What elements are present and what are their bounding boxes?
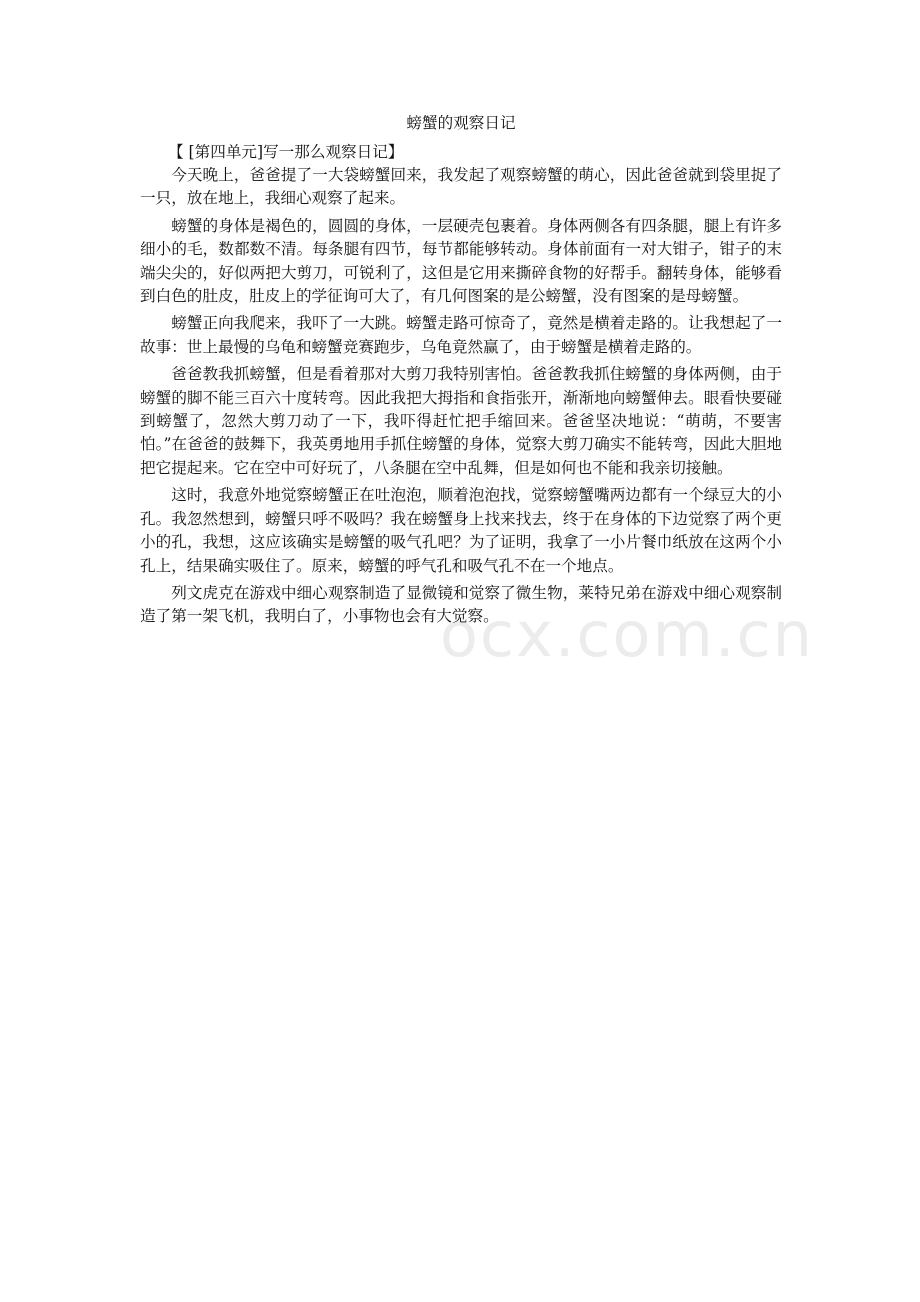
document-body xyxy=(140,108,782,633)
unit-heading: 【 [第四单元]写一那么观察日记】 xyxy=(168,143,404,161)
paragraph-3: 螃蟹正向我爬来，我吓了一大跳。螃蟹走路可惊奇了，竟然是横着走路的。让我想起了一故事：世上最慢的乌龟和螃蟹竞赛跑步，乌龟竟然赢了，由于螃蟹是横着走路的。 xyxy=(140,314,782,356)
paragraph-6: 列文虎克在游戏中细心观察制造了显微镜和觉察了微生物，莱特兄弟在游戏中细心观察制造了第一架飞机，我明白了，小事物也会有大觉察。 xyxy=(140,583,782,626)
document-title: 螃蟹的观察日记 xyxy=(406,114,516,132)
paragraph-1: 今天晚上，爸爸提了一大袋螃蟹回来，我发起了观察螃蟹的萌心，因此爸爸就到袋里捉了一只，放在地上，我细心观察了起来。 xyxy=(140,166,782,208)
paragraph-2: 螃蟹的身体是褐色的，圆圆的身体，一层硬壳包裹着。身体两侧各有四条腿，腿上有许多细小的毛，数都数不清。每条腿有四节，每节都能够转动。身体前面有一对大钳子，钳子的末端尖尖的，好似两把大剪刀，可锐利了，这但是它用来撕碎食物的好帮手。翻转身体，能够看到白色的肚皮，肚皮上的学征询可大了，有几何图案的是公螃蟹，没有图案的是母螃蟹。 xyxy=(140,216,782,306)
paragraph-4: 爸爸教我抓螃蟹，但是看着那对大剪刀我特别害怕。爸爸教我抓住螃蟹的身体两侧，由于螃蟹的脚不能三百六十度转弯。因此我把大拇指和食指张开，渐渐地向螃蟹伸去。眼看快要碰到螃蟹了，忽然大剪刀动了一下，我吓得赶忙把手缩回来。爸爸坚决地说：“萌萌，不要害怕。”在爸爸的鼓舞下，我英勇地用手抓住螃蟹的身体，觉察大剪刀确实不能转弯，因此大胆地把它提起来。它在空中可好玩了，八条腿在空中乱舞，但是如何也不能和我亲切接触。 xyxy=(140,365,782,477)
paragraph-5: 这时，我意外地觉察螃蟹正在吐泡泡，顺着泡泡找，觉察螃蟹嘴两边都有一个绿豆大的小孔。我忽然想到，螃蟹只呼不吸吗？我在螃蟹身上找来找去，终于在身体的下边觉察了两个更小的孔，我想，这应该确实是螃蟹的吸气孔吧？为了证明，我拿了一小片餐巾纸放在这两个小孔上，结果确实吸住了。原来，螃蟹的呼气孔和吸气孔不在一个地点。 xyxy=(140,486,782,575)
watermark: ocx.com.cn xyxy=(440,598,814,671)
